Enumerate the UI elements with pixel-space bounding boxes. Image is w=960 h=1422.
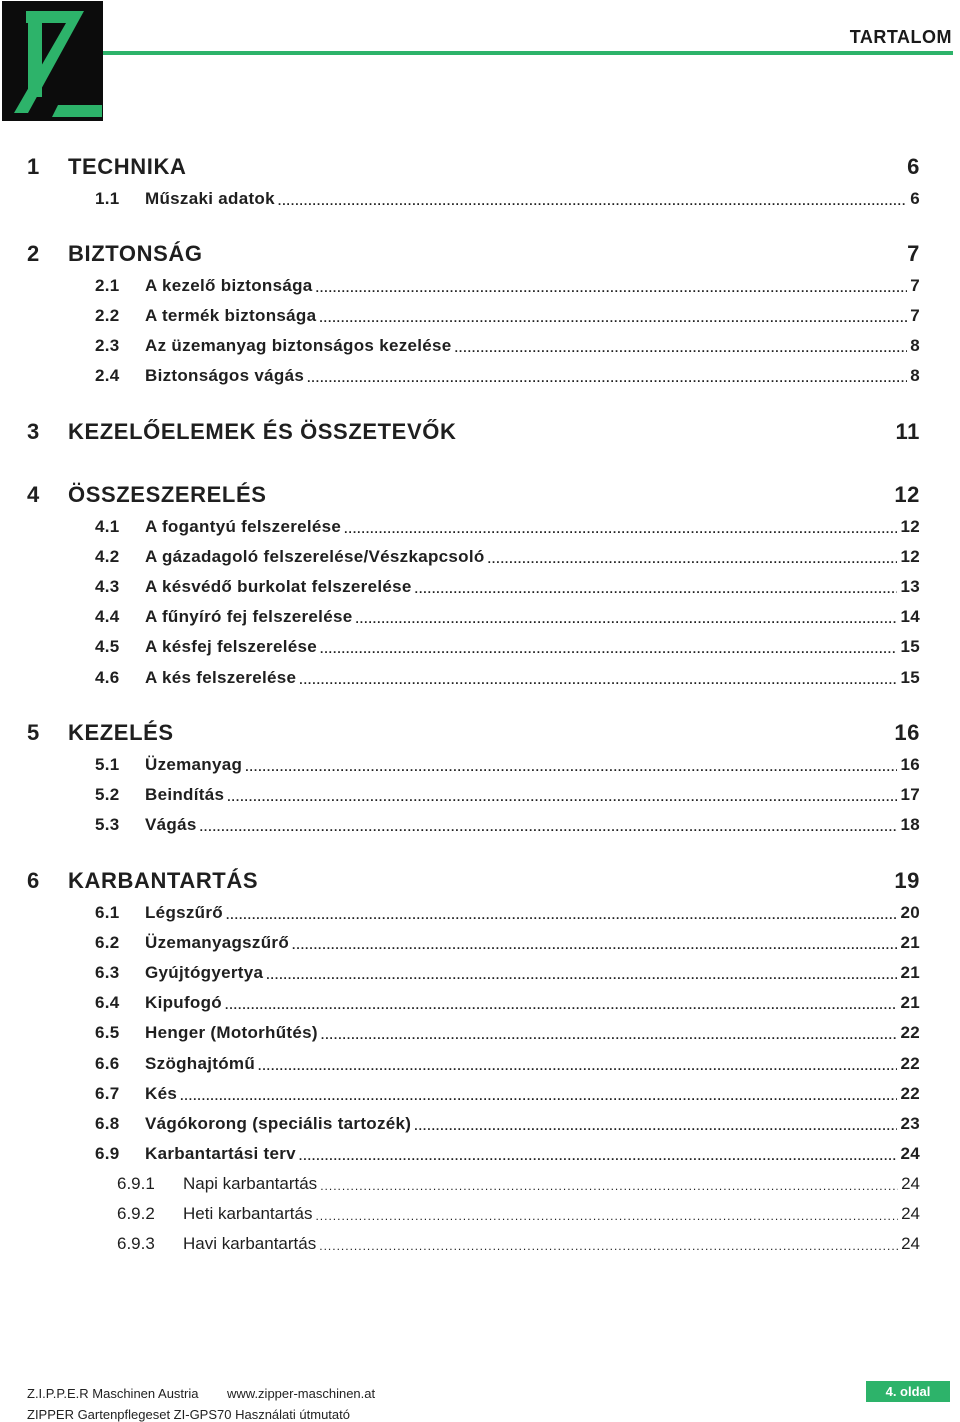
- toc-entry-6-1[interactable]: [95, 901, 920, 925]
- toc-entry-6-4[interactable]: [95, 991, 920, 1015]
- toc-entry-number: 6.9.1: [117, 1173, 155, 1193]
- dot-leader: [200, 821, 898, 837]
- toc-entry-number: 4.3: [95, 577, 120, 597]
- toc-entry-6-6[interactable]: [95, 1052, 920, 1076]
- toc-entry-number: 1.1: [95, 189, 120, 208]
- toc-entry-number: 3: [27, 419, 40, 444]
- dot-leader: [319, 1240, 898, 1256]
- dot-leader: [455, 342, 908, 358]
- toc-entry-page: 23: [900, 1113, 920, 1133]
- toc-entry-number: 6: [27, 868, 40, 893]
- toc-section-6[interactable]: [27, 866, 920, 896]
- toc-entry-2-3[interactable]: [95, 334, 920, 358]
- dot-leader: [320, 643, 897, 659]
- toc-entry-title: Karbantartási terv: [145, 1143, 296, 1163]
- toc-entry-6-9-2[interactable]: [117, 1202, 920, 1226]
- toc-entry-number: 6.2: [95, 933, 120, 953]
- toc-entry-page: 19: [894, 868, 920, 893]
- toc-entry-page: 15: [900, 667, 920, 687]
- toc-entry-number: 2.1: [95, 276, 120, 295]
- toc-entry-page: 24: [900, 1143, 920, 1163]
- header-rule: [103, 51, 953, 55]
- toc-entry-2-2[interactable]: [95, 304, 920, 328]
- dot-leader: [225, 999, 898, 1015]
- toc-entry-number: 6.3: [95, 963, 120, 983]
- toc-entry-6-9-1[interactable]: [117, 1172, 920, 1196]
- toc-entry-title: KEZELÉS: [68, 720, 174, 745]
- toc-entry-page: 24: [901, 1234, 920, 1254]
- toc-entry-title: BIZTONSÁG: [68, 241, 203, 266]
- toc-entry-page: 21: [900, 963, 920, 983]
- toc-entry-number: 4.2: [95, 547, 120, 567]
- toc-entry-title: A késvédő burkolat felszerelése: [145, 577, 412, 597]
- toc-entry-title: Az üzemanyag biztonságos kezelése: [145, 336, 452, 356]
- toc-entry-number: 5.1: [95, 755, 120, 774]
- toc-entry-4-4[interactable]: [95, 605, 920, 629]
- toc-entry-title: KEZELŐELEMEK ÉS ÖSSZETEVŐK: [68, 419, 457, 444]
- dot-leader: [307, 372, 907, 388]
- toc-entry-title: Kés: [145, 1083, 178, 1103]
- toc-entry-title: A késfej felszerelése: [145, 637, 317, 657]
- toc-entry-page: 22: [900, 1023, 920, 1043]
- toc-entry-page: 22: [900, 1083, 920, 1103]
- dot-leader: [258, 1060, 897, 1076]
- dot-leader: [319, 312, 907, 328]
- toc-entry-number: 2.2: [95, 306, 120, 326]
- toc-entry-page: 22: [900, 1053, 920, 1073]
- toc-entry-page: 17: [900, 785, 920, 805]
- toc-entry-6-8[interactable]: [95, 1112, 920, 1136]
- toc-entry-number: 5.2: [95, 785, 120, 805]
- toc-entry-number: 6.9.3: [117, 1234, 155, 1254]
- toc-entry-page: 7: [907, 241, 920, 266]
- dot-leader: [355, 613, 897, 629]
- dot-leader: [226, 909, 898, 925]
- toc-entry-title: KARBANTARTÁS: [68, 868, 259, 893]
- toc-entry-title: Napi karbantartás: [183, 1173, 318, 1193]
- zipper-z-logo-icon: [2, 1, 103, 121]
- toc-entry-number: 4.6: [95, 667, 120, 687]
- toc-entry-title: Vágókorong (speciális tartozék): [145, 1113, 412, 1133]
- dot-leader: [488, 553, 898, 569]
- toc-entry-title: Vágás: [145, 815, 197, 835]
- toc-entry-page: 21: [900, 933, 920, 953]
- dot-leader: [299, 1150, 898, 1166]
- toc-entry-title: Légszűrő: [145, 903, 223, 922]
- toc-entry-title: Üzemanyagszűrő: [145, 933, 290, 953]
- footer-website-link[interactable]: www.zipper-maschinen.at: [227, 1386, 376, 1401]
- toc-entry-title: Szöghajtómű: [145, 1053, 256, 1073]
- toc-entry-6-5[interactable]: [95, 1021, 920, 1045]
- toc-entry-title: A gázadagoló felszerelése/Vészkapcsoló: [145, 547, 485, 567]
- toc-entry-number: 2.4: [95, 366, 120, 386]
- toc-entry-number: 1: [27, 154, 40, 179]
- toc-section-1[interactable]: [27, 152, 920, 182]
- footer-company: Z.I.P.P.E.R Maschinen Austria: [27, 1386, 199, 1401]
- toc-entry-title: Műszaki adatok: [145, 189, 275, 208]
- toc-entry-title: A termék biztonsága: [145, 306, 317, 326]
- toc-entry-number: 6.6: [95, 1053, 120, 1073]
- toc-entry-2-4[interactable]: [95, 364, 920, 388]
- toc-entry-title: Üzemanyag: [145, 755, 243, 774]
- toc-entry-page: 11: [895, 419, 920, 444]
- zipper-logo: [2, 1, 103, 121]
- toc-entry-number: 6.8: [95, 1113, 120, 1133]
- toc-entry-number: 6.9.2: [117, 1204, 155, 1223]
- toc-entry-title: Heti karbantartás: [183, 1204, 313, 1223]
- toc-entry-number: 5.3: [95, 815, 120, 835]
- toc-entry-6-3[interactable]: [95, 961, 920, 985]
- toc-entry-6-7[interactable]: [95, 1082, 920, 1106]
- toc-entry-title: Gyújtógyertya: [145, 963, 264, 983]
- dot-leader: [245, 761, 897, 777]
- toc-section-2[interactable]: [27, 239, 920, 269]
- toc-entry-number: 6.5: [95, 1023, 120, 1043]
- toc-entry-page: 15: [900, 637, 920, 657]
- toc-entry-1-1[interactable]: [95, 187, 920, 211]
- toc-entry-4-6[interactable]: [95, 666, 920, 690]
- toc-entry-title: A fogantyú felszerelése: [145, 517, 342, 536]
- toc-entry-4-5[interactable]: [95, 635, 920, 659]
- dot-leader: [316, 282, 908, 298]
- toc-entry-title: A kezelő biztonsága: [145, 276, 313, 295]
- toc-entry-page: 18: [900, 815, 920, 835]
- toc-entry-number: 4: [27, 482, 40, 507]
- dot-leader: [180, 1090, 897, 1106]
- toc-entry-page: 8: [910, 336, 920, 356]
- toc-entry-page: 16: [894, 720, 920, 745]
- toc-entry-page: 20: [900, 903, 920, 922]
- toc-entry-page: 7: [910, 276, 920, 295]
- toc-entry-number: 6.1: [95, 903, 120, 922]
- toc-entry-title: ÖSSZESZERELÉS: [68, 482, 267, 507]
- toc-entry-4-1[interactable]: [95, 515, 920, 539]
- toc-entry-number: 2: [27, 241, 40, 266]
- toc-entry-5-1[interactable]: [95, 753, 920, 777]
- toc-entry-6-9[interactable]: [95, 1142, 920, 1166]
- dot-leader: [321, 1029, 898, 1045]
- toc-entry-page: 21: [900, 993, 920, 1013]
- toc-entry-number: 6.9: [95, 1143, 120, 1163]
- toc-entry-number: 2.3: [95, 336, 120, 356]
- dot-leader: [320, 1180, 898, 1196]
- page-title: TARTALOM: [849, 27, 952, 47]
- toc-entry-title: Biztonságos vágás: [145, 366, 305, 386]
- toc-entry-5-3[interactable]: [95, 813, 920, 837]
- dot-leader: [415, 583, 898, 599]
- toc-entry-number: 4.4: [95, 607, 120, 627]
- toc-entry-4-3[interactable]: [95, 575, 920, 599]
- toc-entry-6-9-3[interactable]: [117, 1232, 920, 1256]
- toc-entry-title: TECHNIKA: [68, 154, 187, 179]
- footer-manual-title: ZIPPER Gartenpflegeset ZI-GPS70 Használati útmutató: [27, 1407, 350, 1422]
- toc-entry-number: 4.5: [95, 637, 120, 657]
- toc-entry-page: 16: [900, 755, 920, 774]
- toc-entry-page: 12: [900, 547, 920, 567]
- toc-entry-page: 6: [907, 154, 920, 179]
- toc-section-3[interactable]: [27, 417, 920, 447]
- toc-entry-number: 4.1: [95, 517, 120, 536]
- toc-entry-number: 6.7: [95, 1083, 120, 1103]
- toc-entry-2-1[interactable]: [95, 274, 920, 298]
- dot-leader: [266, 969, 897, 985]
- page-number-badge: 4. oldal: [866, 1381, 950, 1402]
- toc-section-5[interactable]: [27, 718, 920, 748]
- toc-entry-page: 24: [901, 1204, 920, 1223]
- toc-entry-title: Kipufogó: [145, 993, 222, 1013]
- dot-leader: [299, 674, 897, 690]
- dot-leader: [315, 1210, 898, 1226]
- dot-leader: [278, 195, 907, 211]
- toc-entry-page: 14: [900, 607, 920, 627]
- dot-leader: [414, 1120, 897, 1136]
- toc-entry-page: 12: [894, 482, 920, 507]
- toc-entry-5-2[interactable]: [95, 783, 920, 807]
- toc-entry-page: 24: [901, 1173, 920, 1193]
- toc-entry-page: 7: [910, 306, 920, 326]
- toc-entry-6-2[interactable]: [95, 931, 920, 955]
- dot-leader: [292, 939, 897, 955]
- toc-entry-page: 8: [910, 366, 920, 386]
- toc-entry-title: A fűnyíró fej felszerelése: [145, 607, 353, 627]
- toc-entry-title: Havi karbantartás: [183, 1234, 317, 1254]
- toc-section-4[interactable]: [27, 480, 920, 510]
- toc-entry-page: 6: [910, 189, 920, 208]
- toc-entry-number: 5: [27, 720, 40, 745]
- toc-entry-page: 13: [900, 577, 920, 597]
- toc-entry-title: Beindítás: [145, 785, 225, 805]
- toc-entry-title: A kés felszerelése: [145, 667, 297, 687]
- toc-entry-4-2[interactable]: [95, 545, 920, 569]
- dot-leader: [344, 523, 897, 539]
- toc-entry-number: 6.4: [95, 993, 120, 1013]
- dot-leader: [227, 791, 897, 807]
- toc-entry-page: 12: [900, 517, 920, 536]
- toc-entry-title: Henger (Motorhűtés): [145, 1023, 318, 1043]
